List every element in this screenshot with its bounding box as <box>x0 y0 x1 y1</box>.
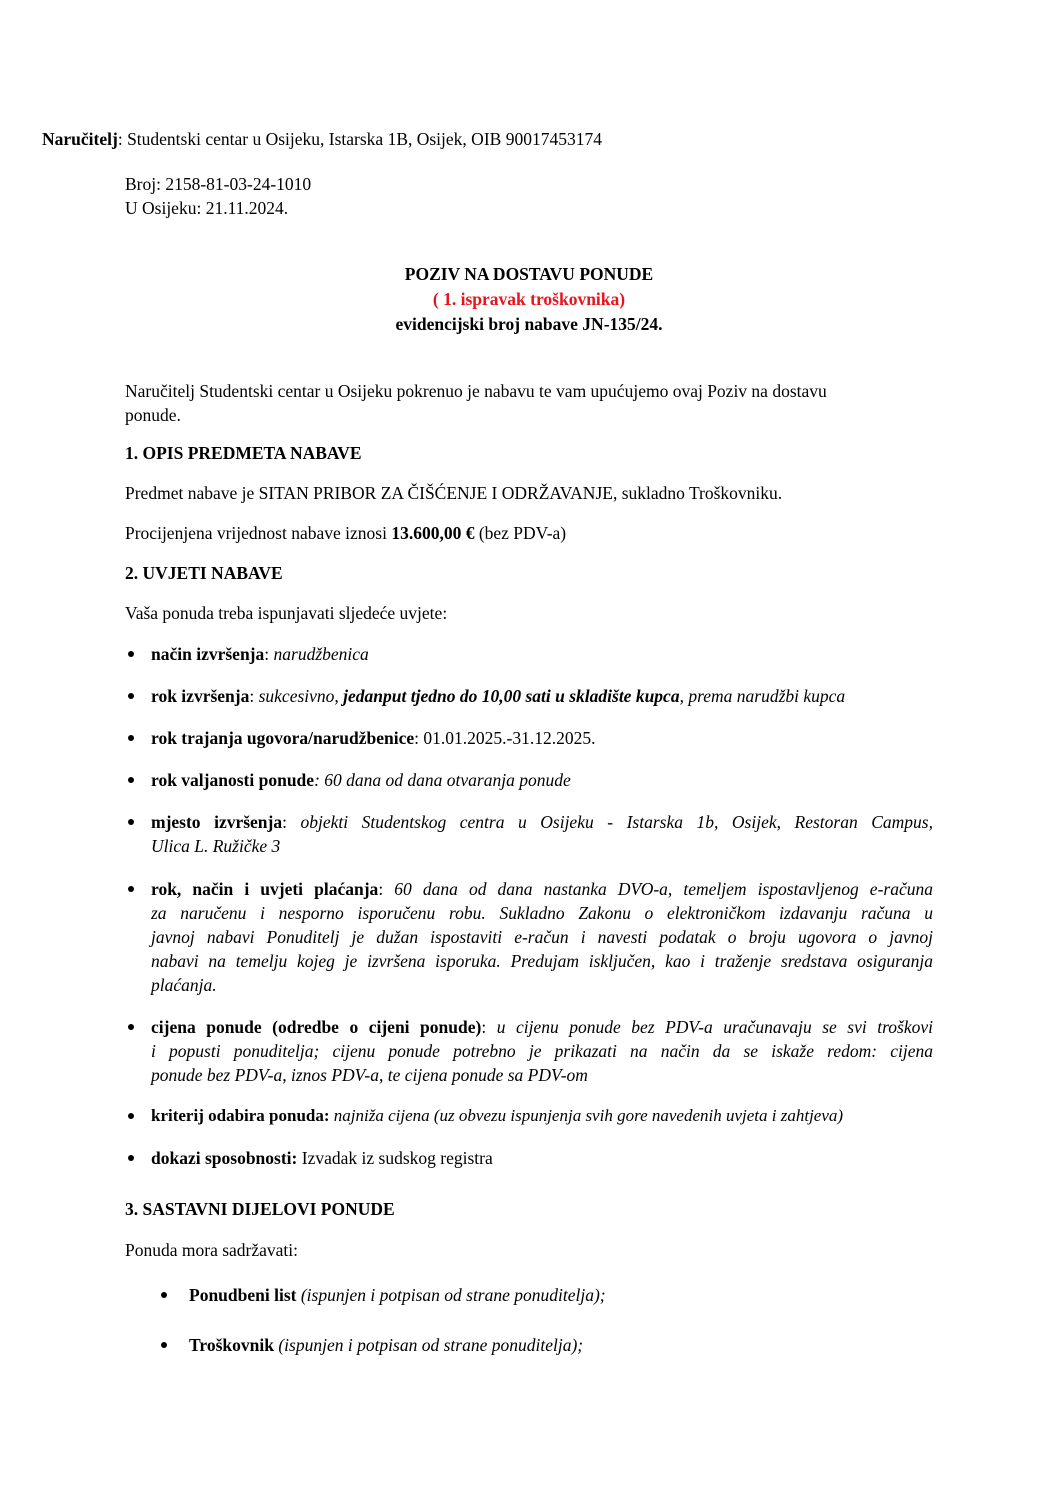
condition-value: objekti Studentskog centra u Osijeku - Istarska 1b, Osijek, Restoran Campus, <box>300 812 933 832</box>
estimated-value-prefix: Procijenjena vrijednost nabave iznosi <box>125 523 392 543</box>
bullet-icon <box>128 819 134 825</box>
section-1-subject: Predmet nabave je SITAN PRIBOR ZA ČIŠĆENJE I ODRŽAVANJE, sukladno Troškovniku. <box>125 483 783 503</box>
condition-sep: : <box>282 812 301 832</box>
section-3-intro: Ponuda mora sadržavati: <box>125 1240 299 1260</box>
condition-label: rok, način i uvjeti plaćanja <box>151 879 379 899</box>
contracting-authority-text: Studentski centar u Osijeku, Istarska 1B, Osijek, OIB 90017453174 <box>122 129 602 149</box>
bullet-icon <box>128 886 134 892</box>
section-2-heading: 2. UVJETI NABAVE <box>125 563 283 583</box>
condition-label: rok trajanja ugovora/narudžbenice <box>151 728 415 748</box>
condition-label: mjesto izvršenja <box>151 812 283 832</box>
bullet-icon <box>161 1342 167 1348</box>
document-title <box>125 262 933 336</box>
condition-label: dokazi sposobnosti: <box>151 1148 298 1168</box>
condition-value: javnoj nabavi Ponuditelj je dužan ispostaviti e-račun i navesti podatak o broju ugovora o javnoj <box>151 927 933 947</box>
section-3-heading: 3. SASTAVNI DIJELOVI PONUDE <box>125 1199 395 1219</box>
estimated-value-amount: 13.600,00 € <box>391 523 475 543</box>
condition-label: rok izvršenja <box>151 686 250 706</box>
intro-line-2: ponude. <box>125 405 181 425</box>
condition-sep: : <box>378 879 395 899</box>
component-label: Troškovnik <box>189 1335 274 1355</box>
bullet-icon <box>128 1024 134 1030</box>
condition-value: 60 dana od dana nastanka DVO-a, temeljem ispostavljenog e-računa <box>394 879 933 899</box>
condition-value: nabavi na temelju kojeg je izvršena isporuka. Predujam isključen, kao i traženje sredstava osiguranja <box>151 951 933 971</box>
estimated-value-suffix: (bez PDV-a) <box>474 523 567 543</box>
condition-value: 60 dana od dana otvaranja ponude <box>324 770 571 790</box>
condition-execution-method <box>151 642 369 666</box>
condition-execution-deadline <box>151 684 845 708</box>
condition-value: za naručenu i nesporno isporučenu robu. Sukladno Zakonu o elektroničkom izdavanju računa u <box>151 903 933 923</box>
bullet-icon <box>128 651 134 657</box>
contracting-authority-line <box>42 127 942 151</box>
condition-label: cijena ponude (odredbe o cijeni ponude) <box>151 1017 482 1037</box>
condition-value: sukcesivno, <box>258 686 344 706</box>
header-colon: : <box>117 129 123 149</box>
component-note: (ispunjen i potpisan od strane ponuditelja); <box>273 1335 584 1355</box>
condition-label: način izvršenja <box>151 644 265 664</box>
condition-sep: : <box>264 644 274 664</box>
condition-sep: : <box>481 1017 497 1037</box>
title-procurement-number: evidencijski broj nabave JN-135/24. <box>395 314 663 334</box>
condition-value: najniža cijena (uz obvezu ispunjenja svih gore navedenih uvjeta i zahtjeva) <box>333 1106 844 1125</box>
condition-proof-of-capability <box>151 1146 493 1170</box>
condition-sep: : <box>314 770 325 790</box>
condition-value: Izvadak iz sudskog registra <box>301 1148 493 1168</box>
condition-value: ponude bez PDV-a, iznos PDV-a, te cijena ponude sa PDV-om <box>151 1065 588 1085</box>
condition-offer-price <box>151 1015 933 1087</box>
condition-value: Ulica L. Ružičke 3 <box>151 836 281 856</box>
reference-date: U Osijeku: 21.11.2024. <box>125 198 289 218</box>
bullet-icon <box>128 1113 134 1119</box>
bullet-icon <box>128 777 134 783</box>
section-1-estimated-value <box>125 521 566 545</box>
section-2-intro: Vaša ponuda treba ispunjavati sljedeće uvjete: <box>125 603 448 623</box>
reference-number: Broj: 2158-81-03-24-1010 <box>125 174 312 194</box>
condition-place-of-execution <box>151 810 933 858</box>
condition-sep: : <box>249 686 259 706</box>
bullet-icon <box>128 693 134 699</box>
condition-offer-validity <box>151 768 571 792</box>
condition-value-emphasis: jedanput tjedno do 10,00 sati u skladište kupca <box>343 686 680 706</box>
bullet-icon <box>128 735 134 741</box>
condition-value: i popusti ponuditelja; cijenu ponude potrebno je prikazati na način da se iskaže redom: cijena <box>151 1041 933 1061</box>
component-cost-sheet <box>189 1333 583 1357</box>
condition-value: narudžbenica <box>273 644 369 664</box>
title-line-1: POZIV NA DOSTAVU PONUDE <box>404 264 654 284</box>
condition-contract-duration <box>151 726 595 750</box>
condition-sep: : <box>414 728 424 748</box>
section-1-heading: 1. OPIS PREDMETA NABAVE <box>125 443 362 463</box>
contracting-authority-label: Naručitelj <box>42 129 118 149</box>
bullet-icon <box>161 1292 167 1298</box>
condition-value: , prema narudžbi kupca <box>679 686 846 706</box>
component-label: Ponudbeni list <box>189 1285 297 1305</box>
component-bid-form <box>189 1283 606 1307</box>
condition-value: u cijenu ponude bez PDV-a uračunavaju se svi troškovi <box>496 1017 933 1037</box>
condition-label: kriterij odabira ponuda: <box>151 1106 330 1125</box>
condition-value: plaćanja. <box>151 975 217 995</box>
component-note: (ispunjen i potpisan od strane ponuditelja); <box>296 1285 606 1305</box>
condition-value: 01.01.2025.-31.12.2025. <box>423 728 596 748</box>
condition-payment-terms <box>151 877 933 997</box>
condition-label: rok valjanosti ponude <box>151 770 315 790</box>
bullet-icon <box>128 1155 134 1161</box>
intro-line-1: Naručitelj Studentski centar u Osijeku pokrenuo je nabavu te vam upućujemo ovaj Poziv na dostavu <box>125 381 827 401</box>
title-correction-note: ( 1. ispravak troškovnika) <box>432 289 626 309</box>
intro-paragraph <box>125 379 935 427</box>
condition-selection-criteria <box>151 1104 843 1128</box>
